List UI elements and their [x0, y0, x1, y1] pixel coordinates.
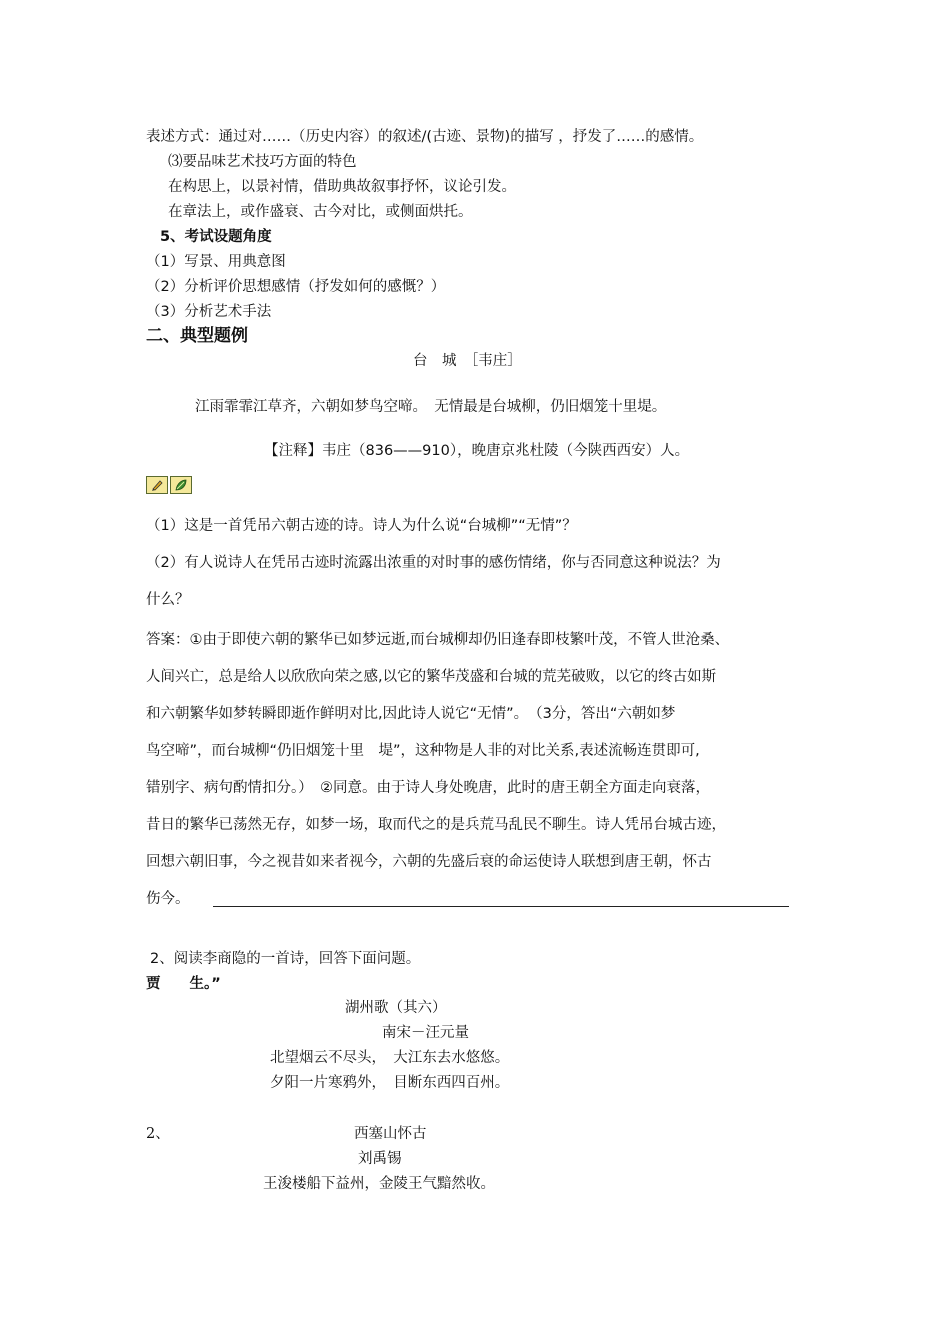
answer-line: 鸟空啼”，而台城柳“仍旧烟笼十里 堤”，这种物是人非的对比关系,表述流畅连贯即可,	[146, 743, 700, 759]
answer-line: 伤今。	[146, 891, 190, 907]
pencil-icon[interactable]	[146, 476, 168, 494]
question-two-intro: 2、阅读李商隐的一首诗，回答下面问题。	[150, 951, 421, 967]
answer-underline	[213, 906, 789, 907]
layout-line: 在章法上，或作盛衰、古今对比，或侧面烘托。	[168, 204, 473, 220]
question-line: 什么？	[146, 592, 190, 608]
poem-line: 北望烟云不尽头， 大江东去水悠悠。	[270, 1050, 510, 1066]
answer-line: 和六朝繁华如梦转瞬即逝作鲜明对比,因此诗人说它“无情”。 （3分，答出“六朝如梦	[146, 706, 676, 722]
question-line: （2）有人说诗人在凭吊古迹时流露出浓重的对时事的感伤情绪，你与否同意这种说法？为	[146, 555, 721, 571]
answer-line: 答案：①由于即使六朝的繁华已如梦远逝,而台城柳却仍旧逢春即枝繁叶茂，不管人世沧桑、	[146, 632, 730, 648]
question-line: （1）这是一首凭吊六朝古迹的诗。诗人为什么说“台城柳”“无情”？	[146, 518, 577, 534]
poem-title: 西塞山怀古	[354, 1126, 427, 1142]
answer-line: 错别字、病句酌情扣分。） ②同意。由于诗人身处晚唐，此时的唐王朝全方面走向衰落，	[146, 780, 710, 796]
poem-text: 江雨霏霏江草齐，六朝如梦鸟空啼。 无情最是台城柳，仍旧烟笼十里堤。	[195, 399, 667, 415]
poem-note: 【注释】韦庄（836——910），晚唐京兆杜陵（今陕西西安）人。	[264, 443, 690, 459]
poem-line: 王浚楼船下益州，金陵王气黯然收。	[263, 1176, 495, 1192]
poem-line: 夕阳一片寒鸦外， 目断东西四百州。	[270, 1075, 510, 1091]
expression-method-line: 表述方式：通过对……（历史内容）的叙述/(古迹、景物)的描写 ，抒发了……的感情。	[146, 129, 704, 145]
jiasheng-title: 贾 生。”	[146, 976, 221, 992]
answer-line: 回想六朝旧事，今之视昔如来者视今，六朝的先盛后衰的命运使诗人联想到唐王朝，怀古	[146, 854, 712, 870]
poem-author: 南宋－汪元量	[382, 1025, 469, 1041]
answer-line: 昔日的繁华已荡然无存，如梦一场，取而代之的是兵荒马乱民不聊生。诗人凭吊台城古迹，	[146, 817, 726, 833]
section-heading: 二、典型题例	[146, 326, 248, 346]
exam-angle-item: （1）写景、用典意图	[146, 254, 286, 270]
toolbar-icons	[146, 476, 194, 494]
poem-title: 湖州歌（其六）	[345, 1000, 447, 1016]
exam-angle-heading: 5、考试设题角度	[160, 229, 272, 245]
poem-author: 刘禹锡	[358, 1151, 402, 1167]
structure-line: 在构思上，以景衬情，借助典故叙事抒怀，议论引发。	[168, 179, 516, 195]
answer-line: 人间兴亡，总是给人以欣欣向荣之感,以它的繁华茂盛和台城的荒芜破败，以它的终古如斯	[146, 669, 717, 685]
exam-angle-item: （2）分析评价思想感情（抒发如何的感慨？）	[146, 279, 446, 295]
poem-title: 台 城 ［韦庄］	[413, 353, 522, 369]
leaf-icon[interactable]	[170, 476, 192, 494]
exam-angle-item: （3）分析艺术手法	[146, 304, 272, 320]
poem-number: 2、	[146, 1126, 170, 1142]
art-technique-item: ⑶要品味艺术技巧方面的特色	[168, 154, 357, 170]
